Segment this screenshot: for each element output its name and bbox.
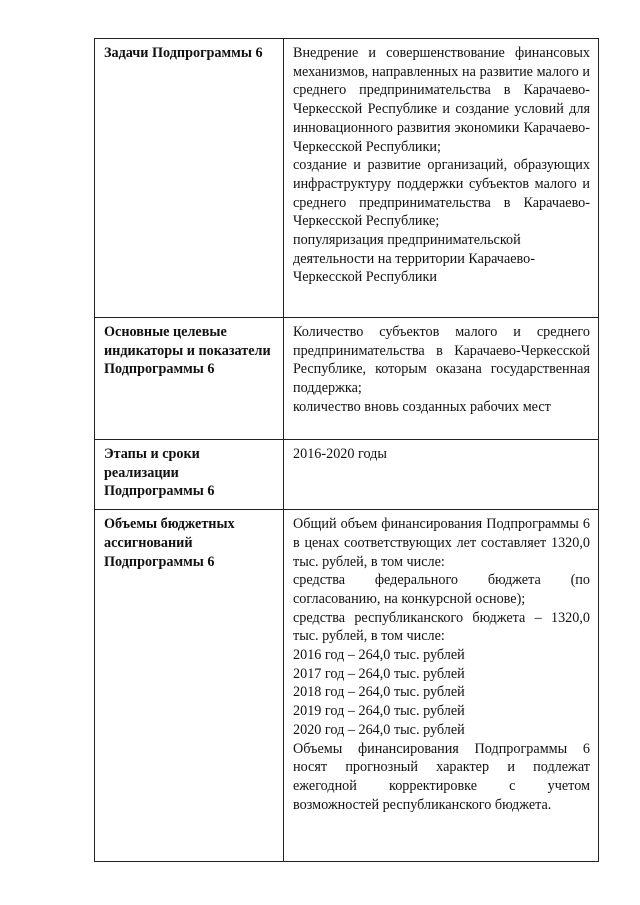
row-value-tasks: [284, 39, 599, 318]
budget-paragraph: Общий объем финансирования Подпрограммы 6 в ценах соответствующих лет составляет 1320,0 тыс. рублей, в том числе:: [293, 516, 590, 570]
row-value-budget: [284, 510, 599, 862]
indicators-paragraph: Количество субъектов малого и среднего предпринимательства в Карачаево-Черкесской Республике, которым оказана государственная поддержка;: [293, 324, 590, 397]
table-row-stages: [95, 440, 599, 510]
row-value-stages: [284, 440, 599, 510]
tasks-paragraph: популяризация предпринимательской деятельности на территории Карачаево-Черкесской Республики: [293, 232, 535, 286]
budget-paragraph: средства республиканского бюджета – 1320,0 тыс. рублей, в том числе:: [293, 609, 590, 645]
stages-paragraph: 2016-2020 годы: [293, 446, 387, 462]
budget-year-line: 2019 год – 264,0 тыс. рублей: [293, 703, 465, 720]
budget-year-line: 2018 год – 264,0 тыс. рублей: [293, 684, 465, 701]
budget-year-line: 2016 год – 264,0 тыс. рублей: [293, 647, 465, 664]
budget-paragraph: Объемы финансирования Подпрограммы 6 носят прогнозный характер и подлежат ежегодной корректировке с учетом возможностей республиканского бюджета.: [293, 740, 590, 813]
tasks-paragraph: Внедрение и совершенствование финансовых механизмов, направленных на развитие малого и среднего предпринимательства в Карачаево-Черкесской Республике и создание условий для инновационного развития экономики Карачаево-Черкесской Республики;: [293, 45, 590, 155]
tasks-paragraph: создание и развитие организаций, образующих инфраструктуру поддержки субъектов малого и среднего предпринимательства в Карачаево-Черкесской Республике;: [293, 157, 590, 230]
table-row-indicators: [95, 318, 599, 440]
table-row-budget: [95, 510, 599, 862]
indicators-paragraph: количество вновь созданных рабочих мест: [293, 398, 551, 415]
row-label-budget: Объемы бюджетных ассигнований Подпрограммы 6: [95, 510, 284, 862]
row-label-stages: Этапы и сроки реализации Подпрограммы 6: [95, 440, 284, 510]
budget-paragraph: средства федерального бюджета (по согласованию, на конкурсной основе);: [293, 572, 590, 607]
budget-year-line: 2017 год – 264,0 тыс. рублей: [293, 665, 465, 682]
subprogram-passport-table: [94, 38, 599, 862]
table-row-tasks: [95, 39, 599, 318]
row-label-indicators: Основные целевые индикаторы и показатели Подпрограммы 6: [95, 318, 284, 440]
row-value-indicators: [284, 318, 599, 440]
row-label-tasks: Задачи Подпрограммы 6: [95, 39, 284, 318]
budget-year-line: 2020 год – 264,0 тыс. рублей: [293, 721, 465, 738]
